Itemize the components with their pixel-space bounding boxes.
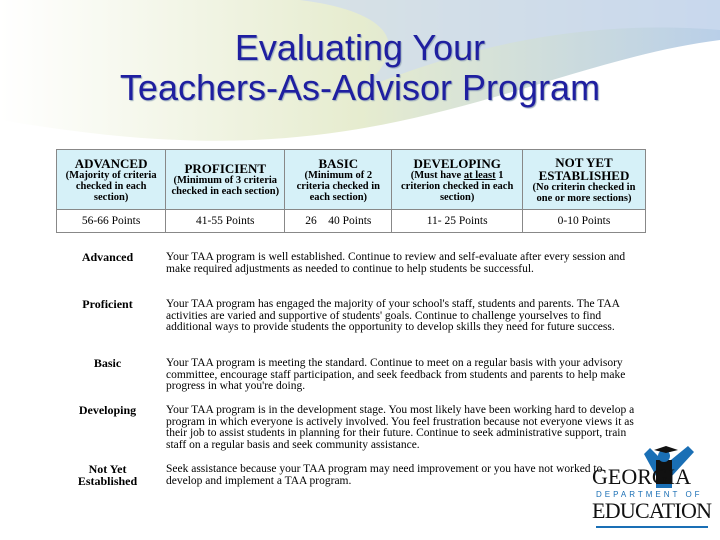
page-title: Evaluating Your Teachers-As-Advisor Program (119, 27, 601, 108)
level-basic: BASIC (Minimum of 2 criteria checked in each section) (285, 150, 392, 210)
points-cell: 56-66 Points (57, 210, 166, 233)
level-developing: DEVELOPING (Must have at least 1 criterion checked in each section) (392, 150, 523, 210)
rubric-table (56, 149, 646, 233)
svg-text:GEORGIA: GEORGIA (592, 464, 691, 489)
points-cell: 0-10 Points (522, 210, 645, 233)
points-cell: 41-55 Points (166, 210, 285, 233)
level-advanced: ADVANCED (Majority of criteria checked in each section) (57, 150, 166, 210)
points-cell: 11- 25 Points (392, 210, 523, 233)
georgia-doe-logo (588, 440, 714, 532)
points-cell: 26 40 Points (285, 210, 392, 233)
svg-text:EDUCATION: EDUCATION (592, 498, 712, 523)
svg-text:DEPARTMENT OF: DEPARTMENT OF (596, 490, 703, 499)
level-proficient: PROFICIENT (Minimum of 3 criteria checked in each section) (166, 150, 285, 210)
level-not-yet-established: NOT YET ESTABLISHED (No criterin checked in one or more sections) (522, 150, 645, 210)
